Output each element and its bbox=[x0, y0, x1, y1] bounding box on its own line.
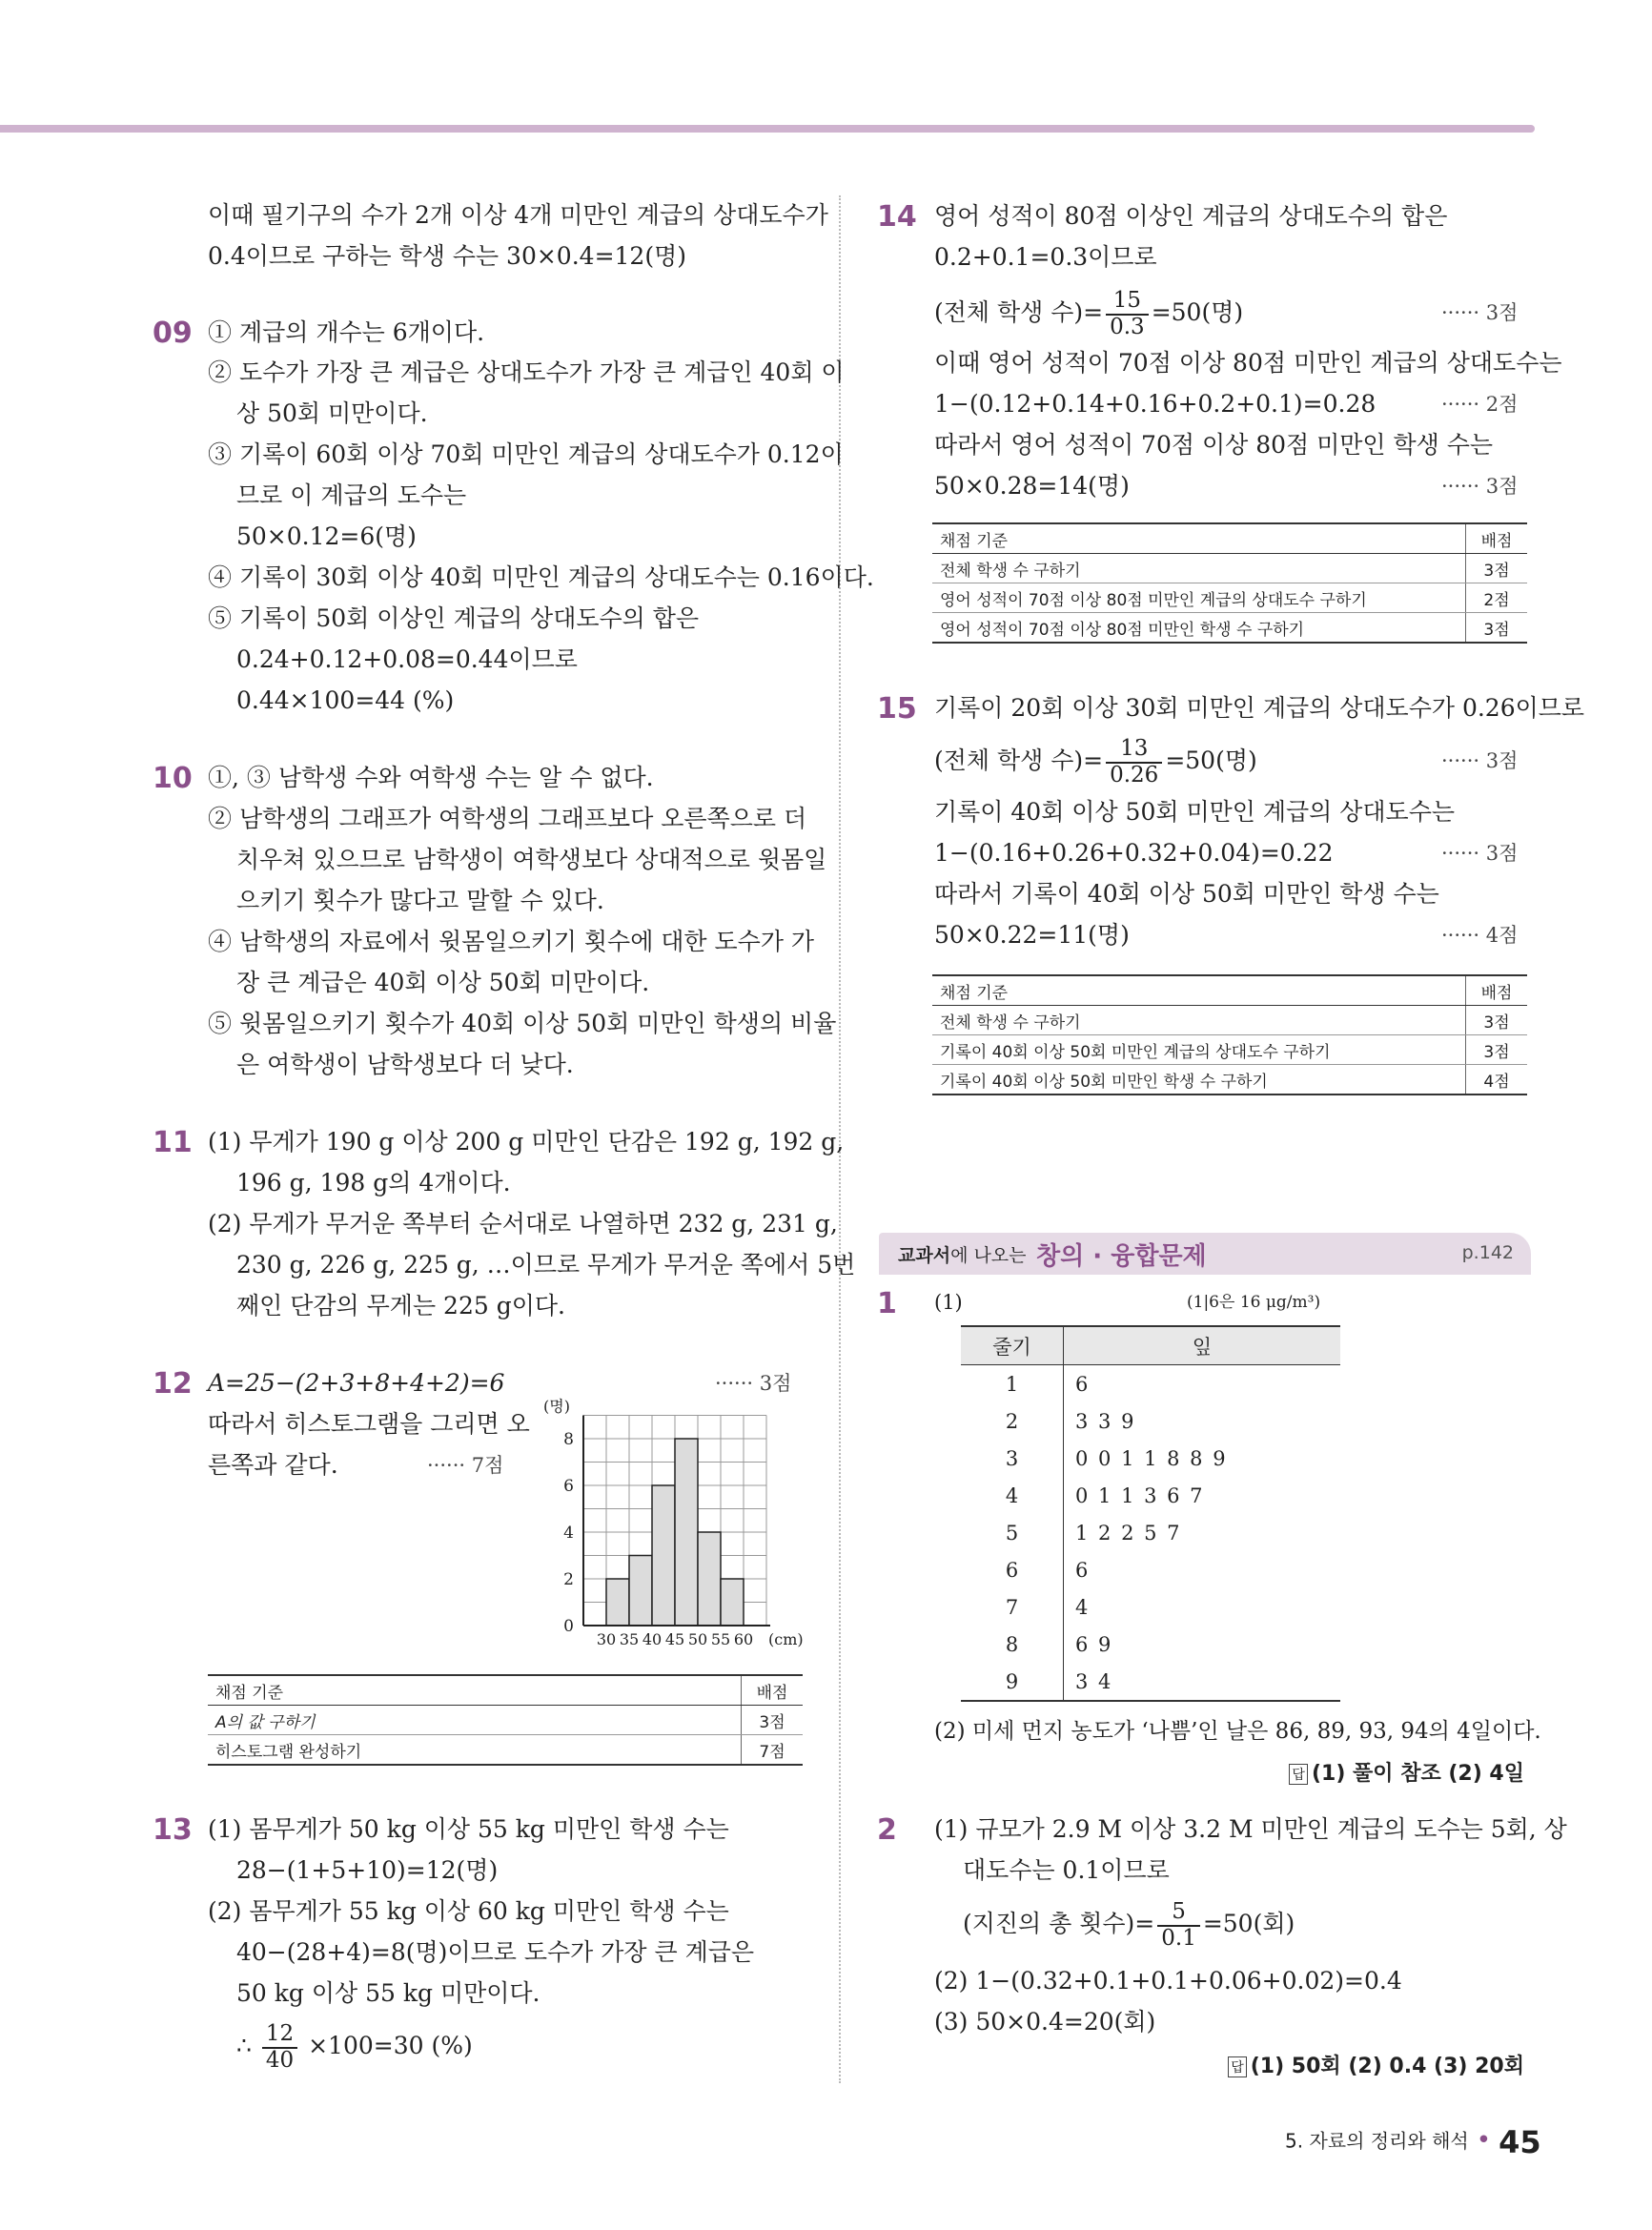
stem-cell: 1 bbox=[961, 1365, 1064, 1403]
p14-line: 1−(0.12+0.14+0.16+0.2+0.1)=0.28 bbox=[934, 390, 1377, 418]
p10-line: ② 남학생의 그래프가 여학생의 그래프보다 오른쪽으로 더 bbox=[208, 805, 807, 832]
p13-line: 28−(1+5+10)=12(명) bbox=[236, 1856, 499, 1884]
p11-line: 196 g, 198 g의 4개이다. bbox=[236, 1169, 511, 1197]
p15-points: ······ 3점 bbox=[1441, 842, 1519, 865]
final-expression: ×100=30 (%) bbox=[308, 2032, 473, 2059]
p13-final-line bbox=[236, 2019, 473, 2073]
y-axis-label: (명) bbox=[543, 1397, 570, 1416]
p12-line: A=25−(2+3+8+4+2)=6 bbox=[208, 1369, 505, 1397]
p12-points: ······ 7점 bbox=[427, 1454, 504, 1477]
stem-cell: 3 bbox=[961, 1440, 1064, 1477]
q1-part2: (2) 미세 먼지 농도가 ‘나쁨’인 날은 86, 89, 93, 94의 4일이다. bbox=[934, 1719, 1541, 1744]
leaf-cell: 3 4 bbox=[1064, 1663, 1341, 1701]
intro-line-1: 이때 필기구의 수가 2개 이상 4개 미만인 계급의 상대도수가 bbox=[208, 201, 828, 229]
table-row bbox=[932, 1065, 1527, 1095]
table-cell: 3점 bbox=[1466, 554, 1528, 583]
table-row bbox=[932, 613, 1527, 644]
expression-text: (전체 학생 수)= bbox=[934, 747, 1104, 774]
table-header-row bbox=[208, 1675, 803, 1706]
table-cell: A의 값 구하기 bbox=[208, 1706, 742, 1735]
leaf-cell: 1 2 2 5 7 bbox=[1075, 1521, 1182, 1545]
p14-fraction-line bbox=[934, 286, 1243, 339]
numerator: 15 bbox=[1106, 289, 1149, 315]
y-tick-label: 6 bbox=[563, 1477, 574, 1496]
problem-number-14: 14 bbox=[877, 200, 917, 234]
x-tick-label: 40 bbox=[642, 1630, 663, 1648]
x-tick-label: 60 bbox=[733, 1630, 754, 1648]
intro-line-2: 0.4이므로 구하는 학생 수는 30×0.4=12(명) bbox=[208, 242, 686, 270]
p14-points: ······ 3점 bbox=[1441, 301, 1519, 324]
top-color-bar bbox=[0, 125, 1535, 133]
table-cell: 전체 학생 수 구하기 bbox=[932, 554, 1466, 583]
table-header-cell: 배점 bbox=[1466, 523, 1528, 554]
p09-line: ③ 기록이 60회 이상 70회 미만인 계급의 상대도수가 0.12이 bbox=[208, 440, 844, 468]
problem-number-09: 09 bbox=[153, 317, 193, 350]
x-tick-label: 50 bbox=[687, 1630, 708, 1648]
p13-line: 40−(28+4)=8(명)이므로 도수가 가장 큰 계급은 bbox=[236, 1938, 755, 1966]
expression-text: (지진의 총 횟수)= bbox=[963, 1910, 1155, 1937]
table-cell: 3점 bbox=[1466, 613, 1528, 644]
y-tick-label: 4 bbox=[563, 1524, 574, 1543]
histogram-bar bbox=[698, 1532, 721, 1626]
therefore-symbol: ∴ bbox=[236, 2032, 252, 2059]
p12-points: ······ 3점 bbox=[715, 1372, 792, 1395]
table-header-row bbox=[961, 1326, 1340, 1365]
section-header-prefix bbox=[898, 1241, 1027, 1267]
p15-points: ······ 3점 bbox=[1441, 749, 1519, 772]
p15-scoring-table bbox=[932, 974, 1527, 1095]
q2-line: (3) 50×0.4=20(회) bbox=[934, 2008, 1156, 2036]
table-header-row bbox=[932, 975, 1527, 1006]
expression-text: (전체 학생 수)= bbox=[934, 298, 1104, 326]
p13-line: (1) 몸무게가 50 kg 이상 55 kg 미만인 학생 수는 bbox=[208, 1815, 729, 1843]
fraction bbox=[262, 2022, 297, 2073]
table-cell: 영어 성적이 70점 이상 80점 미만인 학생 수 구하기 bbox=[932, 613, 1466, 644]
fraction bbox=[1157, 1900, 1200, 1951]
table-row bbox=[932, 1035, 1527, 1065]
leaf-cell: 6 bbox=[1075, 1372, 1091, 1396]
table-cell: 2점 bbox=[1466, 583, 1528, 613]
section-prefix-rest: 에 나오는 bbox=[950, 1245, 1027, 1266]
p11-line: 230 g, 226 g, 225 g, …이므로 무게가 무거운 쪽에서 5번 bbox=[236, 1251, 856, 1279]
y-tick-label: 8 bbox=[563, 1430, 574, 1449]
expression-text: =50(회) bbox=[1202, 1910, 1295, 1937]
p09-line: ④ 기록이 30회 이상 40회 미만인 계급의 상대도수는 0.16이다. bbox=[208, 563, 874, 591]
x-tick-label: 35 bbox=[619, 1630, 640, 1648]
x-tick-label: 30 bbox=[596, 1630, 617, 1648]
leaf-header: 잎 bbox=[1064, 1326, 1341, 1365]
answer-mark-icon: 답 bbox=[1289, 1764, 1308, 1785]
x-axis-label: (cm) bbox=[768, 1630, 804, 1648]
table-cell: 4점 bbox=[1466, 1065, 1528, 1095]
table-header-cell: 채점 기준 bbox=[932, 975, 1466, 1006]
table-cell: 영어 성적이 70점 이상 80점 미만인 계급의 상대도수 구하기 bbox=[932, 583, 1466, 613]
answer-text: (1) 풀이 참조 (2) 4일 bbox=[1311, 1762, 1524, 1786]
p12-line: 따라서 히스토그램을 그리면 오 bbox=[208, 1410, 530, 1438]
table-cell: 7점 bbox=[742, 1735, 804, 1766]
p14-points: ······ 2점 bbox=[1441, 393, 1519, 416]
numerator: 5 bbox=[1157, 1900, 1200, 1926]
stem-leaf-note: (1|6은 16 μg/m³) bbox=[1187, 1293, 1321, 1312]
numerator: 12 bbox=[262, 2022, 297, 2048]
table-row bbox=[961, 1440, 1340, 1477]
table-row bbox=[961, 1365, 1340, 1403]
expression-text: =50(명) bbox=[1151, 298, 1244, 326]
stem-and-leaf-table bbox=[961, 1325, 1340, 1702]
problem-number-15: 15 bbox=[877, 692, 917, 726]
p09-line: ① 계급의 개수는 6개이다. bbox=[208, 318, 485, 346]
p09-line: 0.44×100=44 (%) bbox=[236, 686, 455, 714]
histogram-bar bbox=[675, 1439, 698, 1626]
y-tick-label: 0 bbox=[563, 1617, 574, 1636]
p15-line: 1−(0.16+0.26+0.32+0.04)=0.22 bbox=[934, 839, 1334, 867]
leaf-cell: 4 bbox=[1075, 1595, 1091, 1619]
p10-line: 은 여학생이 남학생보다 더 낮다. bbox=[236, 1051, 574, 1078]
q2-line: 대도수는 0.1이므로 bbox=[963, 1856, 1170, 1884]
table-row bbox=[208, 1735, 803, 1766]
p14-line: 50×0.28=14(명) bbox=[934, 472, 1130, 500]
leaf-cell: 0 1 1 3 6 7 bbox=[1075, 1483, 1205, 1507]
p14-line: 이때 영어 성적이 70점 이상 80점 미만인 계급의 상대도수는 bbox=[934, 349, 1562, 377]
leaf-cell: 0 0 1 1 8 8 9 bbox=[1075, 1446, 1228, 1470]
stem-cell: 7 bbox=[961, 1588, 1064, 1626]
fraction bbox=[1106, 289, 1149, 339]
leaf-cell: 6 bbox=[1075, 1558, 1091, 1582]
p10-line: ⑤ 윗몸일으키기 횟수가 40회 이상 50회 미만인 학생의 비율 bbox=[208, 1010, 837, 1037]
table-row bbox=[932, 583, 1527, 613]
table-row bbox=[932, 554, 1527, 583]
p11-line: 째인 단감의 무게는 225 g이다. bbox=[236, 1292, 565, 1320]
bullet-dot-icon: • bbox=[1476, 2125, 1492, 2155]
table-header-cell: 배점 bbox=[742, 1675, 804, 1706]
table-cell: 기록이 40회 이상 50회 미만인 계급의 상대도수 구하기 bbox=[932, 1035, 1466, 1065]
stem-cell: 2 bbox=[961, 1402, 1064, 1440]
denominator: 40 bbox=[265, 2047, 295, 2073]
p15-line: 따라서 기록이 40회 이상 50회 미만인 학생 수는 bbox=[934, 880, 1439, 908]
table-row bbox=[961, 1663, 1340, 1701]
p15-fraction-line bbox=[934, 734, 1257, 788]
p15-points: ······ 4점 bbox=[1441, 924, 1519, 947]
section-header bbox=[879, 1233, 1531, 1275]
denominator: 0.26 bbox=[1110, 762, 1159, 788]
problem-number-1: 1 bbox=[877, 1287, 897, 1320]
stem-cell: 6 bbox=[961, 1551, 1064, 1588]
p12-line: 른쪽과 같다. bbox=[208, 1451, 338, 1479]
problem-number-12: 12 bbox=[153, 1367, 193, 1401]
table-row bbox=[961, 1514, 1340, 1551]
problem-number-2: 2 bbox=[877, 1813, 897, 1847]
p09-line: ⑤ 기록이 50회 이상인 계급의 상대도수의 합은 bbox=[208, 604, 700, 632]
expression-text: =50(명) bbox=[1165, 747, 1257, 774]
p11-line: (2) 무게가 무거운 쪽부터 순서대로 나열하면 232 g, 231 g, bbox=[208, 1210, 838, 1238]
denominator: 0.1 bbox=[1161, 1925, 1196, 1951]
leaf-cell: 3 3 9 bbox=[1075, 1409, 1136, 1433]
p14-line: 0.2+0.1=0.3이므로 bbox=[934, 243, 1157, 271]
page-reference: p.142 bbox=[1461, 1242, 1514, 1263]
p14-points: ······ 3점 bbox=[1441, 475, 1519, 498]
table-header-row bbox=[932, 523, 1527, 554]
table-cell: 3점 bbox=[1466, 1035, 1528, 1065]
table-row bbox=[961, 1551, 1340, 1588]
q2-fraction-line bbox=[963, 1897, 1295, 1951]
table-cell: 3점 bbox=[1466, 1006, 1528, 1035]
q2-answer bbox=[1228, 2050, 1524, 2079]
stem-cell: 5 bbox=[961, 1514, 1064, 1551]
table-row bbox=[932, 1006, 1527, 1035]
problem-number-11: 11 bbox=[153, 1126, 193, 1159]
section-title: 창의 · 융합문제 bbox=[1036, 1242, 1207, 1271]
p11-line: (1) 무게가 190 g 이상 200 g 미만인 단감은 192 g, 192 g, bbox=[208, 1128, 845, 1156]
table-row bbox=[961, 1588, 1340, 1626]
q2-line: (2) 1−(0.32+0.1+0.1+0.06+0.02)=0.4 bbox=[934, 1967, 1402, 1995]
q1-answer bbox=[1289, 1757, 1524, 1787]
stem-cell: 4 bbox=[961, 1477, 1064, 1514]
page-number: 45 bbox=[1499, 2124, 1541, 2160]
p09-line: ② 도수가 가장 큰 계급은 상대도수가 가장 큰 계급인 40회 이 bbox=[208, 358, 845, 386]
table-cell: 히스토그램 완성하기 bbox=[208, 1735, 742, 1766]
answer-text: (1) 50회 (2) 0.4 (3) 20회 bbox=[1250, 2055, 1524, 2078]
table-row bbox=[208, 1706, 803, 1735]
p13-line: (2) 몸무게가 55 kg 이상 60 kg 미만인 학생 수는 bbox=[208, 1897, 729, 1925]
problem-number-10: 10 bbox=[153, 762, 193, 795]
denominator: 0.3 bbox=[1110, 314, 1145, 339]
leaf-cell: 6 9 bbox=[1075, 1632, 1113, 1656]
p14-line: 영어 성적이 80점 이상인 계급의 상대도수의 합은 bbox=[934, 202, 1448, 230]
p09-line: 0.24+0.12+0.08=0.44이므로 bbox=[236, 645, 578, 673]
problem-number-13: 13 bbox=[153, 1813, 193, 1847]
p10-line: 치우쳐 있으므로 남학생이 여학생보다 상대적으로 윗몸일 bbox=[236, 846, 827, 873]
p13-line: 50 kg 이상 55 kg 미만이다. bbox=[236, 1979, 540, 2007]
q2-line: (1) 규모가 2.9 M 이상 3.2 M 미만인 계급의 도수는 5회, 상 bbox=[934, 1815, 1567, 1843]
histogram-chart bbox=[543, 1397, 822, 1659]
section-prefix-bold: 교과서 bbox=[898, 1245, 951, 1266]
table-header-cell: 채점 기준 bbox=[932, 523, 1466, 554]
table-row bbox=[961, 1626, 1340, 1663]
p10-line: ①, ③ 남학생 수와 여학생 수는 알 수 없다. bbox=[208, 764, 654, 791]
histogram-bar bbox=[721, 1579, 744, 1626]
table-cell: 기록이 40회 이상 50회 미만인 학생 수 구하기 bbox=[932, 1065, 1466, 1095]
numerator: 13 bbox=[1106, 737, 1162, 763]
p09-line: 상 50회 미만이다. bbox=[236, 399, 428, 427]
p10-line: 장 큰 계급은 40회 이상 50회 미만이다. bbox=[236, 969, 650, 996]
x-tick-label: 45 bbox=[664, 1630, 685, 1648]
stem-cell: 8 bbox=[961, 1626, 1064, 1663]
p15-line: 기록이 40회 이상 50회 미만인 계급의 상대도수는 bbox=[934, 798, 1456, 826]
stem-header: 줄기 bbox=[961, 1326, 1064, 1365]
fraction bbox=[1106, 737, 1162, 788]
p10-line: 으키기 횟수가 많다고 말할 수 있다. bbox=[236, 887, 604, 914]
answer-mark-icon: 답 bbox=[1228, 2056, 1247, 2077]
p14-line: 따라서 영어 성적이 70점 이상 80점 미만인 학생 수는 bbox=[934, 431, 1494, 459]
p15-line: 기록이 20회 이상 30회 미만인 계급의 상대도수가 0.26이므로 bbox=[934, 694, 1585, 722]
p15-line: 50×0.22=11(명) bbox=[934, 921, 1130, 949]
p10-line: ④ 남학생의 자료에서 윗몸일으키기 횟수에 대한 도수가 가 bbox=[208, 928, 815, 955]
histogram-bar bbox=[652, 1485, 675, 1626]
p09-line: 50×0.12=6(명) bbox=[236, 522, 417, 550]
page-footer bbox=[1285, 2124, 1541, 2160]
q1-part1-label: (1) bbox=[934, 1291, 963, 1314]
table-cell: 전체 학생 수 구하기 bbox=[932, 1006, 1466, 1035]
chapter-title: 5. 자료의 정리와 해석 bbox=[1285, 2129, 1469, 2153]
histogram-bar bbox=[606, 1579, 629, 1626]
table-row bbox=[961, 1477, 1340, 1514]
histogram-bar bbox=[629, 1556, 652, 1626]
p09-line: 므로 이 계급의 도수는 bbox=[236, 481, 467, 509]
table-cell: 3점 bbox=[742, 1706, 804, 1735]
p12-scoring-table bbox=[208, 1674, 803, 1766]
stem-cell: 9 bbox=[961, 1663, 1064, 1701]
x-tick-label: 55 bbox=[710, 1630, 731, 1648]
table-header-cell: 배점 bbox=[1466, 975, 1528, 1006]
table-row bbox=[961, 1402, 1340, 1440]
p14-scoring-table bbox=[932, 522, 1527, 644]
y-tick-label: 2 bbox=[563, 1570, 574, 1589]
table-header-cell: 채점 기준 bbox=[208, 1675, 742, 1706]
